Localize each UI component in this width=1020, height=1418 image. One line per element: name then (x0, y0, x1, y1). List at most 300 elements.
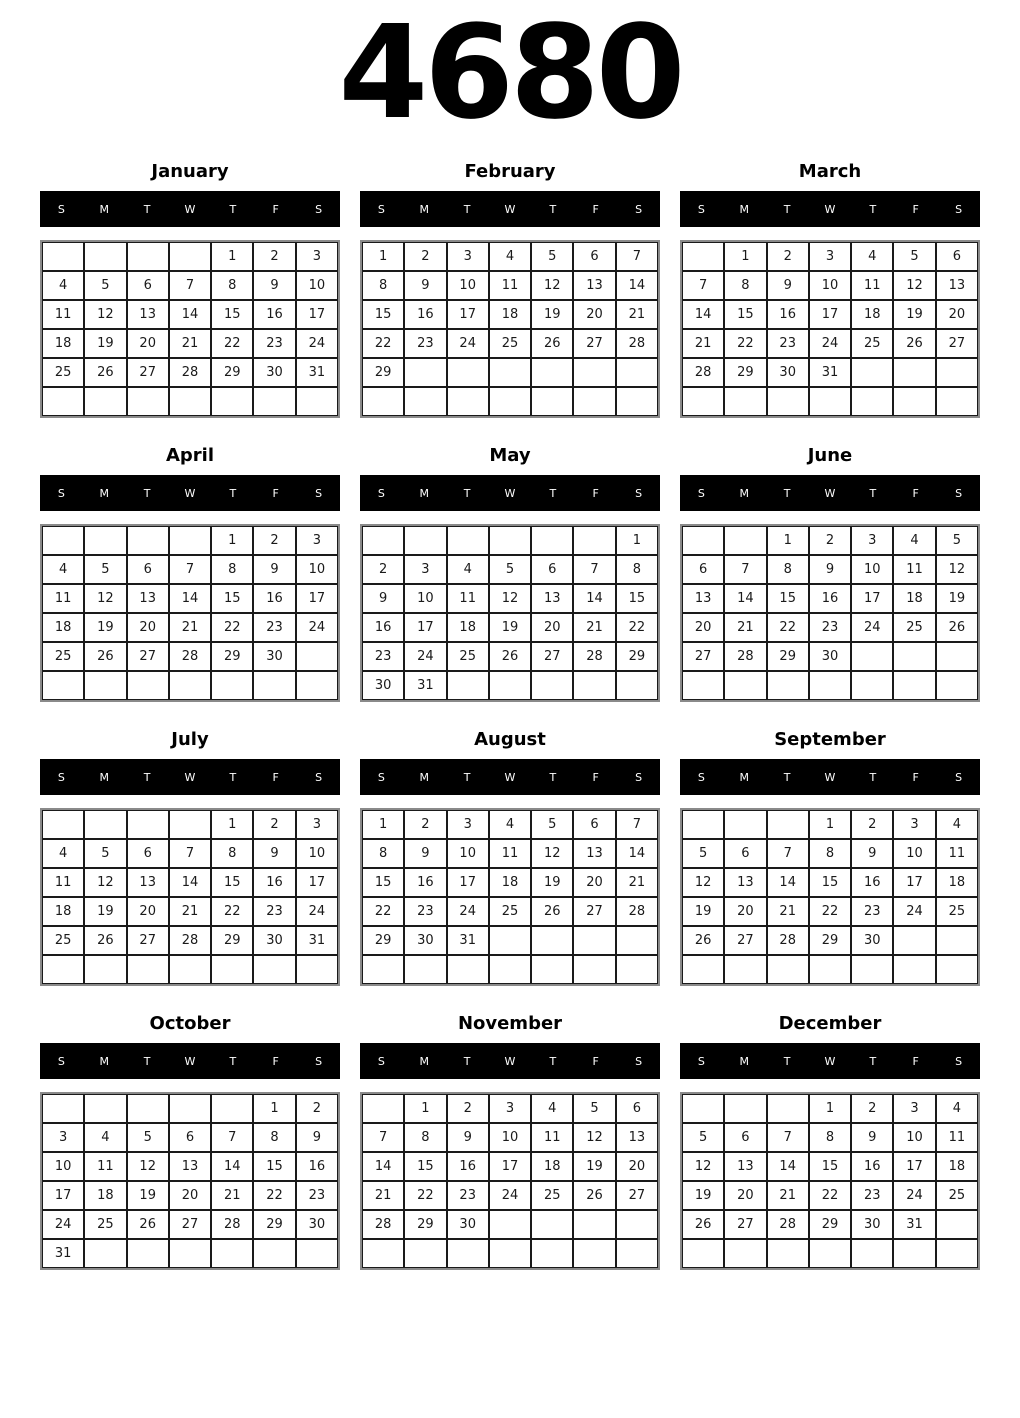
empty-date-cell (682, 526, 724, 555)
date-cell: 13 (936, 271, 978, 300)
date-cell: 2 (809, 526, 851, 555)
date-cell: 11 (851, 271, 893, 300)
date-cell: 14 (767, 1152, 809, 1181)
month-title: December (778, 1013, 882, 1035)
date-cell: 25 (936, 897, 978, 926)
month-title: March (798, 161, 862, 183)
date-cell: 20 (169, 1181, 211, 1210)
date-cell: 25 (84, 1210, 126, 1239)
date-cell: 22 (767, 613, 809, 642)
date-cell: 20 (573, 868, 615, 897)
weekday-header-cell: T (783, 770, 791, 784)
weekday-header (680, 191, 980, 227)
empty-date-cell (447, 387, 489, 416)
empty-date-cell (84, 810, 126, 839)
date-cell: 12 (127, 1152, 169, 1181)
empty-date-cell (447, 358, 489, 387)
date-cell: 17 (809, 300, 851, 329)
date-cell: 8 (362, 839, 404, 868)
empty-date-cell (211, 1239, 253, 1268)
date-cell: 17 (296, 300, 338, 329)
empty-date-cell (936, 671, 978, 700)
empty-date-cell (362, 1094, 404, 1123)
empty-date-cell (296, 955, 338, 984)
weekday-header-cell: T (463, 1054, 471, 1068)
empty-date-cell (127, 242, 169, 271)
weekday-header-cell: S (955, 486, 963, 500)
month-title: July (171, 729, 209, 751)
date-cell: 13 (127, 868, 169, 897)
date-cell: 22 (211, 897, 253, 926)
empty-date-cell (682, 242, 724, 271)
date-cell: 9 (404, 271, 446, 300)
month-may (360, 445, 660, 702)
date-cell: 25 (489, 897, 531, 926)
weekday-header-cell: F (912, 770, 919, 784)
date-cell: 4 (851, 242, 893, 271)
weekday-header-cell: T (143, 486, 151, 500)
date-cell: 24 (42, 1210, 84, 1239)
date-cell: 29 (211, 926, 253, 955)
weekday-header-cell: W (824, 486, 836, 500)
date-grid (40, 808, 340, 986)
date-cell: 6 (127, 271, 169, 300)
date-cell: 5 (682, 839, 724, 868)
months-grid (0, 161, 1020, 1270)
empty-date-cell (404, 387, 446, 416)
empty-date-cell (362, 955, 404, 984)
date-cell: 23 (809, 613, 851, 642)
date-cell: 2 (253, 526, 295, 555)
date-cell: 4 (42, 839, 84, 868)
month-july (40, 729, 340, 986)
date-cell: 17 (296, 584, 338, 613)
date-cell: 17 (447, 300, 489, 329)
month-title: April (165, 445, 215, 467)
date-cell: 23 (404, 897, 446, 926)
empty-date-cell (809, 1239, 851, 1268)
date-cell: 29 (253, 1210, 295, 1239)
date-cell: 25 (42, 358, 84, 387)
date-cell: 21 (682, 329, 724, 358)
date-cell: 18 (893, 584, 935, 613)
empty-date-cell (127, 526, 169, 555)
date-cell: 23 (447, 1181, 489, 1210)
empty-date-cell (84, 1239, 126, 1268)
date-cell: 7 (169, 839, 211, 868)
weekday-header-cell: M (99, 1054, 110, 1068)
date-cell: 6 (724, 839, 766, 868)
weekday-header (40, 191, 340, 227)
weekday-header-cell: W (504, 486, 516, 500)
date-cell: 23 (296, 1181, 338, 1210)
date-cell: 11 (936, 1123, 978, 1152)
date-cell: 30 (851, 1210, 893, 1239)
weekday-header (680, 475, 980, 511)
date-cell: 8 (767, 555, 809, 584)
date-cell: 4 (84, 1123, 126, 1152)
date-cell: 25 (893, 613, 935, 642)
weekday-header-cell: S (697, 486, 705, 500)
date-cell: 5 (84, 839, 126, 868)
date-cell: 13 (573, 839, 615, 868)
empty-date-cell (573, 1210, 615, 1239)
weekday-header-cell: W (504, 770, 516, 784)
date-cell: 16 (404, 868, 446, 897)
empty-date-cell (573, 526, 615, 555)
date-cell: 25 (936, 1181, 978, 1210)
weekday-header-cell: S (955, 770, 963, 784)
date-cell: 8 (616, 555, 658, 584)
date-cell: 27 (936, 329, 978, 358)
date-cell: 20 (616, 1152, 658, 1181)
date-cell: 11 (42, 868, 84, 897)
date-cell: 18 (936, 868, 978, 897)
date-cell: 24 (809, 329, 851, 358)
empty-date-cell (169, 671, 211, 700)
weekday-header-cell: M (419, 486, 430, 500)
date-cell: 26 (936, 613, 978, 642)
month-april (40, 445, 340, 702)
date-cell: 30 (296, 1210, 338, 1239)
empty-date-cell (211, 671, 253, 700)
date-cell: 28 (616, 329, 658, 358)
date-cell: 4 (893, 526, 935, 555)
date-cell: 3 (893, 1094, 935, 1123)
date-cell: 3 (893, 810, 935, 839)
date-cell: 20 (127, 329, 169, 358)
date-cell: 21 (573, 613, 615, 642)
weekday-header-cell: T (143, 1054, 151, 1068)
date-cell: 30 (851, 926, 893, 955)
weekday-header-cell: F (592, 486, 599, 500)
date-cell: 30 (767, 358, 809, 387)
date-cell: 1 (253, 1094, 295, 1123)
empty-date-cell (936, 926, 978, 955)
date-cell: 3 (296, 526, 338, 555)
empty-date-cell (362, 1239, 404, 1268)
date-cell: 18 (84, 1181, 126, 1210)
date-cell: 18 (42, 613, 84, 642)
empty-date-cell (809, 671, 851, 700)
date-cell: 20 (531, 613, 573, 642)
date-cell: 21 (362, 1181, 404, 1210)
weekday-header-cell: F (272, 770, 279, 784)
weekday-header-cell: S (377, 1054, 385, 1068)
weekday-header-cell: T (143, 770, 151, 784)
date-cell: 12 (84, 868, 126, 897)
date-cell: 31 (893, 1210, 935, 1239)
month-march (680, 161, 980, 418)
date-cell: 11 (489, 271, 531, 300)
date-cell: 5 (531, 810, 573, 839)
empty-date-cell (404, 955, 446, 984)
date-cell: 9 (253, 839, 295, 868)
date-cell: 21 (169, 897, 211, 926)
date-cell: 2 (362, 555, 404, 584)
date-cell: 7 (169, 271, 211, 300)
date-cell: 13 (531, 584, 573, 613)
date-cell: 12 (682, 1152, 724, 1181)
date-cell: 17 (851, 584, 893, 613)
date-cell: 1 (362, 810, 404, 839)
empty-date-cell (296, 671, 338, 700)
date-cell: 14 (169, 584, 211, 613)
date-cell: 12 (893, 271, 935, 300)
date-cell: 23 (253, 613, 295, 642)
date-cell: 10 (42, 1152, 84, 1181)
date-cell: 21 (724, 613, 766, 642)
date-cell: 5 (682, 1123, 724, 1152)
date-cell: 16 (296, 1152, 338, 1181)
date-cell: 6 (169, 1123, 211, 1152)
date-cell: 31 (447, 926, 489, 955)
date-cell: 24 (489, 1181, 531, 1210)
empty-date-cell (531, 955, 573, 984)
empty-date-cell (169, 242, 211, 271)
month-january (40, 161, 340, 418)
date-cell: 8 (809, 1123, 851, 1152)
weekday-header-cell: W (184, 202, 196, 216)
date-cell: 9 (253, 271, 295, 300)
empty-date-cell (893, 642, 935, 671)
date-cell: 30 (362, 671, 404, 700)
date-grid (680, 1092, 980, 1270)
date-cell: 29 (362, 926, 404, 955)
date-cell: 7 (767, 839, 809, 868)
date-cell: 19 (84, 897, 126, 926)
date-cell: 18 (851, 300, 893, 329)
date-cell: 19 (84, 329, 126, 358)
empty-date-cell (127, 671, 169, 700)
date-cell: 21 (767, 1181, 809, 1210)
date-cell: 21 (169, 613, 211, 642)
date-cell: 9 (851, 1123, 893, 1152)
weekday-header-cell: M (739, 486, 750, 500)
date-cell: 19 (573, 1152, 615, 1181)
weekday-header-cell: F (272, 486, 279, 500)
date-cell: 29 (767, 642, 809, 671)
weekday-header-cell: S (377, 202, 385, 216)
date-cell: 11 (42, 584, 84, 613)
empty-date-cell (42, 526, 84, 555)
empty-date-cell (936, 642, 978, 671)
date-grid (680, 524, 980, 702)
weekday-header-cell: W (824, 770, 836, 784)
empty-date-cell (127, 1094, 169, 1123)
date-cell: 27 (616, 1181, 658, 1210)
date-cell: 18 (489, 868, 531, 897)
date-cell: 6 (616, 1094, 658, 1123)
date-cell: 3 (42, 1123, 84, 1152)
empty-date-cell (127, 810, 169, 839)
date-cell: 13 (127, 584, 169, 613)
date-cell: 6 (531, 555, 573, 584)
date-cell: 25 (42, 926, 84, 955)
empty-date-cell (616, 1210, 658, 1239)
date-cell: 7 (362, 1123, 404, 1152)
date-cell: 19 (127, 1181, 169, 1210)
month-title: January (151, 161, 229, 183)
weekday-header-cell: S (635, 486, 643, 500)
empty-date-cell (447, 1239, 489, 1268)
date-cell: 9 (767, 271, 809, 300)
weekday-header (680, 759, 980, 795)
date-cell: 1 (809, 1094, 851, 1123)
date-cell: 15 (362, 300, 404, 329)
date-cell: 7 (724, 555, 766, 584)
date-cell: 21 (616, 300, 658, 329)
empty-date-cell (489, 358, 531, 387)
date-cell: 22 (362, 897, 404, 926)
date-cell: 5 (893, 242, 935, 271)
date-cell: 3 (404, 555, 446, 584)
weekday-header-cell: S (635, 1054, 643, 1068)
weekday-header-cell: S (635, 202, 643, 216)
weekday-header-cell: W (184, 1054, 196, 1068)
date-cell: 5 (127, 1123, 169, 1152)
month-title: June (807, 445, 853, 467)
date-cell: 7 (616, 810, 658, 839)
weekday-header-cell: T (463, 770, 471, 784)
empty-date-cell (42, 810, 84, 839)
date-cell: 26 (84, 642, 126, 671)
date-cell: 10 (447, 839, 489, 868)
weekday-header-cell: F (592, 770, 599, 784)
month-title: August (474, 729, 546, 751)
date-cell: 24 (447, 897, 489, 926)
empty-date-cell (851, 671, 893, 700)
date-cell: 2 (851, 1094, 893, 1123)
date-cell: 7 (573, 555, 615, 584)
date-cell: 8 (211, 271, 253, 300)
date-cell: 5 (84, 271, 126, 300)
date-cell: 9 (809, 555, 851, 584)
weekday-header-cell: M (419, 770, 430, 784)
empty-date-cell (211, 1094, 253, 1123)
date-cell: 15 (767, 584, 809, 613)
date-cell: 14 (724, 584, 766, 613)
empty-date-cell (724, 387, 766, 416)
date-cell: 27 (573, 329, 615, 358)
date-cell: 16 (253, 584, 295, 613)
empty-date-cell (616, 1239, 658, 1268)
date-cell: 14 (169, 300, 211, 329)
date-cell: 10 (447, 271, 489, 300)
date-cell: 7 (211, 1123, 253, 1152)
empty-date-cell (767, 387, 809, 416)
weekday-header-cell: T (463, 202, 471, 216)
empty-date-cell (42, 1094, 84, 1123)
date-cell: 9 (447, 1123, 489, 1152)
date-cell: 15 (211, 300, 253, 329)
date-grid (360, 240, 660, 418)
date-cell: 21 (767, 897, 809, 926)
empty-date-cell (84, 526, 126, 555)
weekday-header-cell: T (869, 486, 877, 500)
date-cell: 9 (362, 584, 404, 613)
empty-date-cell (42, 671, 84, 700)
date-cell: 12 (531, 271, 573, 300)
empty-date-cell (893, 1239, 935, 1268)
date-cell: 13 (724, 868, 766, 897)
date-cell: 30 (253, 642, 295, 671)
weekday-header-cell: M (739, 1054, 750, 1068)
empty-date-cell (531, 1210, 573, 1239)
empty-date-cell (531, 358, 573, 387)
date-cell: 27 (682, 642, 724, 671)
date-cell: 23 (253, 329, 295, 358)
empty-date-cell (616, 671, 658, 700)
weekday-header-cell: S (315, 486, 323, 500)
empty-date-cell (169, 387, 211, 416)
date-cell: 27 (127, 926, 169, 955)
date-cell: 7 (682, 271, 724, 300)
date-cell: 2 (404, 242, 446, 271)
date-cell: 13 (616, 1123, 658, 1152)
date-cell: 20 (127, 613, 169, 642)
weekday-header-cell: T (549, 770, 557, 784)
date-cell: 1 (211, 526, 253, 555)
date-cell: 19 (682, 897, 724, 926)
weekday-header-cell: W (824, 202, 836, 216)
weekday-header (680, 1043, 980, 1079)
date-cell: 24 (893, 897, 935, 926)
date-cell: 1 (616, 526, 658, 555)
empty-date-cell (724, 671, 766, 700)
date-cell: 8 (724, 271, 766, 300)
date-cell: 14 (362, 1152, 404, 1181)
date-cell: 23 (767, 329, 809, 358)
date-cell: 7 (169, 555, 211, 584)
weekday-header-cell: T (869, 770, 877, 784)
month-february (360, 161, 660, 418)
date-cell: 15 (362, 868, 404, 897)
date-cell: 28 (362, 1210, 404, 1239)
empty-date-cell (404, 358, 446, 387)
date-cell: 25 (531, 1181, 573, 1210)
weekday-header (360, 475, 660, 511)
weekday-header-cell: T (549, 486, 557, 500)
date-cell: 23 (851, 897, 893, 926)
date-cell: 5 (573, 1094, 615, 1123)
date-cell: 22 (809, 1181, 851, 1210)
weekday-header-cell: W (504, 1054, 516, 1068)
weekday-header-cell: S (635, 770, 643, 784)
date-cell: 10 (296, 271, 338, 300)
weekday-header-cell: S (377, 486, 385, 500)
weekday-header-cell: T (463, 486, 471, 500)
date-cell: 30 (447, 1210, 489, 1239)
weekday-header-cell: S (697, 770, 705, 784)
empty-date-cell (936, 1239, 978, 1268)
date-cell: 25 (447, 642, 489, 671)
date-cell: 11 (42, 300, 84, 329)
date-cell: 27 (724, 1210, 766, 1239)
date-cell: 10 (851, 555, 893, 584)
empty-date-cell (809, 387, 851, 416)
date-cell: 4 (936, 810, 978, 839)
empty-date-cell (724, 955, 766, 984)
date-cell: 5 (489, 555, 531, 584)
empty-date-cell (616, 358, 658, 387)
weekday-header-cell: T (549, 1054, 557, 1068)
weekday-header-cell: F (592, 202, 599, 216)
empty-date-cell (724, 810, 766, 839)
date-cell: 24 (296, 897, 338, 926)
weekday-header-cell: W (504, 202, 516, 216)
date-cell: 18 (489, 300, 531, 329)
